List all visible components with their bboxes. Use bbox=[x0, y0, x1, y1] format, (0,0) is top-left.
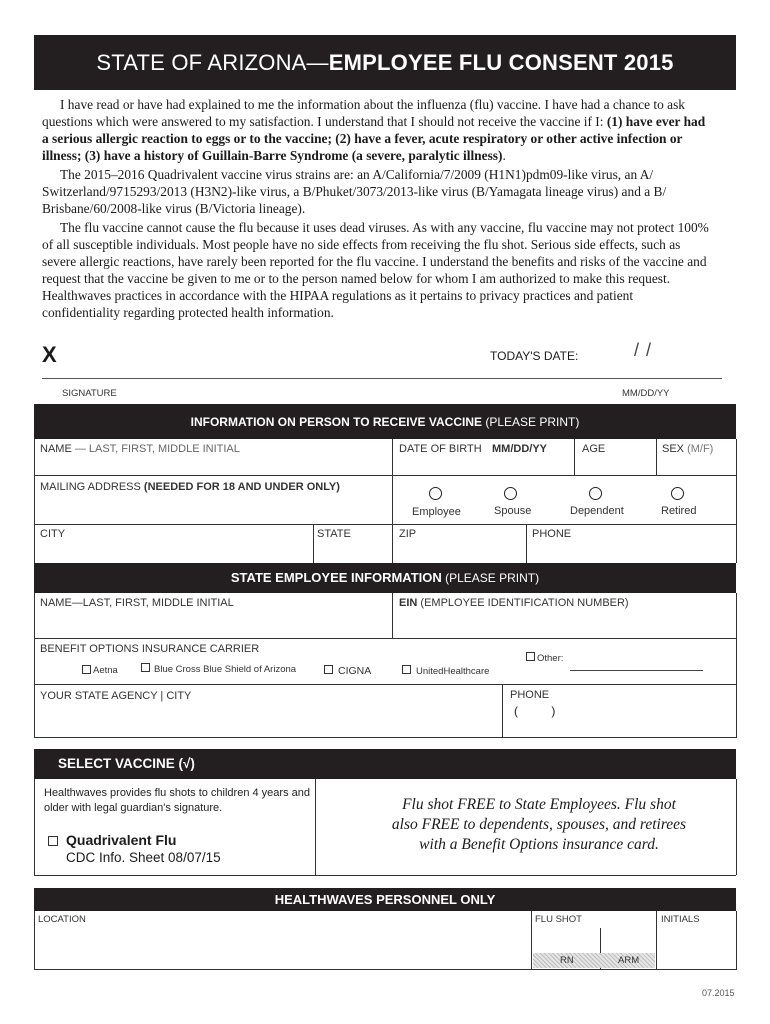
employee-col-phone bbox=[502, 684, 503, 737]
dob-input[interactable] bbox=[394, 458, 572, 474]
recipient-col-phone bbox=[526, 524, 527, 563]
recipient-heading-note: (PLEASE PRINT) bbox=[482, 415, 580, 429]
vaccine-border-right bbox=[736, 779, 737, 875]
cigna-label: CIGNA bbox=[338, 665, 372, 677]
consent-text bbox=[42, 96, 714, 321]
state-employee-heading: STATE EMPLOYEE INFORMATION bbox=[230, 570, 442, 585]
benefit-options-label: BENEFIT OPTIONS INSURANCE CARRIER bbox=[40, 643, 260, 655]
employee-col-ein bbox=[392, 593, 393, 638]
dependent-radio[interactable] bbox=[589, 487, 602, 500]
other-checkbox[interactable] bbox=[526, 652, 535, 661]
state-employee-heading-note: (PLEASE PRINT) bbox=[441, 571, 540, 585]
recipient-phone-input[interactable] bbox=[528, 542, 734, 561]
initials-input[interactable] bbox=[658, 928, 734, 967]
consent-paragraph-2: The 2015–2016 Quadrivalent vaccine virus strains are: an A/California/7/2009 (H1N1)pdm09-like virus, an A/ Switzerland/9715293/2013 (H3N2)-like virus, a B/Phuket/3073/2013-like virus (B/Yamagata lineage virus) and a B/ Brisbane/60/2008-like virus (B/Victoria lineage). bbox=[42, 167, 667, 216]
personnel-border-bottom bbox=[34, 969, 736, 970]
children-note: Healthwaves provides flu shots to children 4 years and older with legal guardian's signature. bbox=[44, 787, 310, 814]
sex-label-text: SEX bbox=[662, 443, 685, 455]
city-input[interactable] bbox=[36, 542, 311, 561]
recipient-row-line-1 bbox=[34, 475, 736, 476]
title-light: STATE OF ARIZONA— bbox=[96, 50, 329, 75]
zip-label: ZIP bbox=[399, 528, 417, 540]
recipient-col-age bbox=[574, 439, 575, 475]
state-label: STATE bbox=[317, 528, 351, 540]
retired-option-label: Retired bbox=[661, 505, 697, 517]
city-label: CITY bbox=[40, 528, 66, 540]
free-line-2: also FREE to dependents, spouses, and retirees bbox=[391, 816, 687, 833]
agency-input[interactable] bbox=[36, 705, 500, 735]
cigna-checkbox[interactable] bbox=[324, 665, 333, 674]
recipient-col-sex bbox=[656, 439, 657, 475]
flu-shot-label: FLU SHOT bbox=[535, 914, 582, 925]
signature-line bbox=[42, 378, 722, 379]
recipient-col-line bbox=[392, 439, 393, 563]
location-input[interactable] bbox=[36, 928, 529, 967]
signature-x-mark: X bbox=[42, 342, 57, 367]
recipient-name-label bbox=[40, 443, 240, 455]
recipient-border-right bbox=[736, 439, 737, 563]
other-line bbox=[570, 670, 703, 671]
aetna-checkbox[interactable] bbox=[82, 665, 91, 674]
employee-phone-label: PHONE bbox=[510, 689, 550, 701]
other-label: Other: bbox=[537, 653, 564, 664]
personnel-heading: HEALTHWAVES PERSONNEL ONLY bbox=[274, 892, 496, 907]
recipient-heading: INFORMATION ON PERSON TO RECEIVE VACCINE bbox=[190, 415, 482, 429]
free-line-3: with a Benefit Options insurance card. bbox=[419, 836, 659, 853]
arm-label: ARM bbox=[618, 955, 640, 966]
date-format-label: MM/DD/YY bbox=[622, 388, 670, 399]
ein-input[interactable] bbox=[394, 612, 734, 636]
todays-date-input[interactable] bbox=[600, 342, 712, 366]
aetna-label: Aetna bbox=[93, 665, 118, 676]
employee-name-label: NAME—LAST, FIRST, MIDDLE INITIAL bbox=[40, 597, 234, 609]
date-slashes: / / bbox=[634, 340, 653, 360]
location-label: LOCATION bbox=[38, 914, 86, 925]
recipient-heading-bar bbox=[34, 404, 736, 439]
recipient-name-input[interactable] bbox=[36, 458, 390, 474]
dob-format: MM/DD/YY bbox=[492, 443, 547, 455]
vaccine-border-left bbox=[34, 779, 35, 875]
employee-option-label: Employee bbox=[412, 506, 461, 518]
ein-label-text: (EMPLOYEE IDENTIFICATION NUMBER) bbox=[417, 597, 629, 609]
vaccine-divider bbox=[315, 779, 316, 875]
consent-p1-end: . bbox=[502, 148, 506, 163]
quadrivalent-checkbox[interactable] bbox=[48, 836, 58, 846]
sex-hint: (M/F) bbox=[684, 443, 714, 455]
retired-radio[interactable] bbox=[671, 487, 684, 500]
todays-date-label: TODAY'S DATE: bbox=[490, 349, 579, 363]
personnel-col-initials bbox=[656, 911, 657, 969]
recipient-col-state bbox=[313, 524, 314, 563]
vaccine-border-bottom bbox=[34, 875, 736, 876]
employee-border-left bbox=[34, 593, 35, 738]
rn-label: RN bbox=[560, 955, 574, 966]
address-input[interactable] bbox=[36, 496, 390, 522]
address-label-bold: (NEEDED FOR 18 AND UNDER ONLY) bbox=[143, 481, 340, 493]
recipient-phone-label: PHONE bbox=[532, 528, 572, 540]
unitedhealthcare-checkbox[interactable] bbox=[402, 665, 411, 674]
signature-label: SIGNATURE bbox=[62, 388, 117, 399]
employee-phone-input[interactable] bbox=[504, 703, 734, 735]
agency-label: YOUR STATE AGENCY | CITY bbox=[40, 690, 192, 702]
consent-p1-bold: (1) have ever had a serious allergic reaction to eggs or to the vaccine; (2) have a fever, acute respiratory or other active infection or illness; (3) have a history of Guillain-Barre Syndrome (a severe, paralytic illness) bbox=[42, 114, 706, 163]
employee-phone-parens: ( ) bbox=[514, 704, 556, 718]
employee-radio[interactable] bbox=[429, 487, 442, 500]
employee-row-line-1 bbox=[34, 638, 736, 639]
form-title-bar bbox=[34, 35, 736, 90]
other-input[interactable] bbox=[570, 654, 703, 670]
free-shot-notice bbox=[345, 795, 733, 855]
spouse-option-label: Spouse bbox=[494, 505, 532, 517]
dob-label: DATE OF BIRTH bbox=[399, 443, 482, 455]
unitedhealthcare-label: UnitedHealthcare bbox=[416, 666, 490, 677]
employee-name-input[interactable] bbox=[36, 612, 390, 636]
state-employee-heading-bar bbox=[34, 563, 736, 593]
initials-label: INITIALS bbox=[661, 914, 700, 925]
bcbs-label: Blue Cross Blue Shield of Arizona bbox=[154, 664, 297, 675]
cdc-info-sheet: CDC Info. Sheet 08/07/15 bbox=[66, 850, 221, 865]
consent-paragraph-1 bbox=[42, 96, 714, 164]
quadrivalent-label: Quadrivalent Flu bbox=[66, 832, 177, 848]
signature-input[interactable] bbox=[42, 348, 472, 378]
dependent-option-label: Dependent bbox=[570, 505, 624, 517]
personnel-col-flushot bbox=[531, 911, 532, 969]
sex-label bbox=[662, 443, 713, 455]
spouse-radio[interactable] bbox=[504, 487, 517, 500]
form-code: 07.2015 bbox=[702, 988, 735, 998]
age-label: AGE bbox=[582, 443, 606, 455]
sex-input[interactable] bbox=[658, 458, 734, 474]
recipient-border-left bbox=[34, 439, 35, 563]
free-line-1: Flu shot FREE to State Employees. Flu shot bbox=[402, 796, 676, 813]
consent-p1-plain: I have read or have had explained to me the information about the influenza (flu) vaccine. I have had a chance to ask questions which were answered to my satisfaction. I understand that I should not receive the vaccine if I: bbox=[42, 97, 685, 129]
employee-row-line-3 bbox=[34, 737, 736, 738]
state-input[interactable] bbox=[315, 542, 390, 561]
ein-label-bold: EIN bbox=[399, 597, 418, 609]
bcbs-checkbox[interactable] bbox=[141, 663, 150, 672]
employee-border-right bbox=[736, 593, 737, 738]
personnel-border-left bbox=[34, 911, 35, 970]
title-bold: EMPLOYEE FLU CONSENT 2015 bbox=[328, 50, 674, 75]
address-label-text: MAILING ADDRESS bbox=[40, 481, 144, 493]
recipient-name-hint: — LAST, FIRST, MIDDLE INITIAL bbox=[71, 443, 240, 455]
personnel-heading-bar bbox=[34, 888, 736, 911]
zip-input[interactable] bbox=[394, 542, 524, 561]
age-input[interactable] bbox=[576, 458, 654, 474]
address-label bbox=[40, 481, 340, 493]
select-vaccine-heading: SELECT VACCINE (√) bbox=[58, 756, 195, 771]
employee-row-line-2 bbox=[34, 684, 736, 685]
personnel-border-right bbox=[736, 911, 737, 970]
consent-paragraph-3: The flu vaccine cannot cause the flu because it uses dead viruses. As with any vaccine, flu vaccine may not protect 100% of all susceptible individuals. Most people have no side effects from receiving the flu shot. Serious side effects, such as severe allergic reactions, have rarely been reported for the flu vaccine. I understand the benefits and risks of the vaccine and request that the vaccine be given to me or to the person named below for whom I am authorized to make this request. Healthwaves practices in accordance with the HIPAA regulations as it pertains to privacy practices and patient confidentiality regarding protected health information. bbox=[42, 220, 709, 320]
ein-label bbox=[399, 597, 629, 609]
recipient-row-line-2 bbox=[34, 524, 736, 525]
recipient-name-label-text: NAME bbox=[40, 443, 72, 455]
